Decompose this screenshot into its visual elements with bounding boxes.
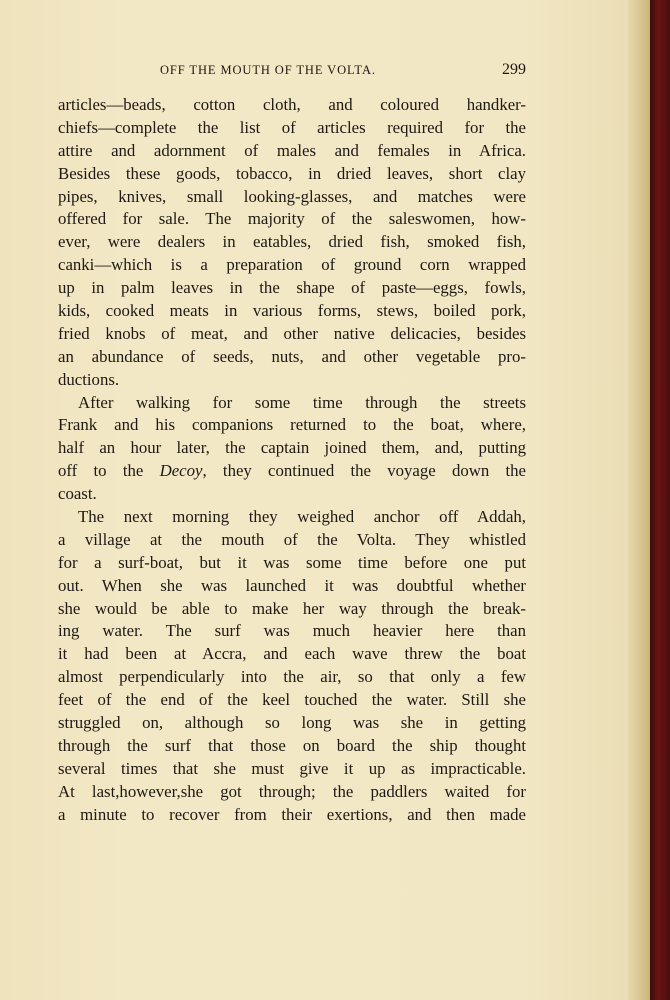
text-line: articles—beads, cotton cloth, and coloured handker- [58,95,526,114]
text-line: At last,however,she got through; the paddlers waited for [58,781,526,801]
ship-name: Decoy [159,461,203,481]
text-line: attire and adornment of males and females in Africa. [58,140,526,160]
body-text [58,94,526,827]
book-cover-edge [650,0,670,1000]
page-edge [628,0,650,1000]
text-line: half an hour later, the captain joined them, and, putting [58,438,526,458]
page-number: 299 [502,61,526,78]
text-line: Frank and his companions returned to the boat, where, [58,415,526,435]
text-line: almost perpendicularly into the air, so that only a few [58,667,526,687]
text-line: for a surf-boat, but it was some time before one put [58,552,526,572]
text-line: an abundance of seeds, nuts, and other vegetable pro- [58,346,526,366]
text-line: it had been at Accra, and each wave threw the boat [58,644,526,664]
text-line: up in palm leaves in the shape of paste—eggs, fowls, [58,278,526,298]
text-line: ductions. [58,369,120,389]
text-line: After walking for some time through the streets [78,392,526,412]
text-line: several times that she must give it up as impracticable. [58,758,526,778]
text-line: ever, were dealers in eatables, dried fish, smoked fish, [58,232,526,252]
text-line: a minute to recover from their exertions, and then made [58,804,526,824]
text-line: struggled on, although so long was she in getting [58,713,526,733]
text-line: offered for sale. The majority of the saleswomen, how- [58,209,526,229]
text-line: through the surf that those on board the ship thought [58,735,526,755]
text-line: a village at the mouth of the Volta. They whistled [58,529,526,549]
text-line: pipes, knives, small looking-glasses, and matches were [58,186,526,206]
text-line: she would be able to make her way through the break- [58,598,526,618]
text-line: The next morning they weighed anchor off Addah, [78,507,526,527]
text-line: Besides these goods, tobacco, in dried leaves, short clay [58,163,526,183]
text-line: canki—which is a preparation of ground corn wrapped [58,255,526,275]
text-line: ing water. The surf was much heavier here than [58,621,526,641]
running-title: OFF THE MOUTH OF THE VOLTA. [160,63,376,77]
text-line: feet of the end of the keel touched the water. Still she [58,690,526,710]
text-line: chiefs—complete the list of articles required for the [58,117,526,137]
text-line: kids, cooked meats in various forms, stews, boiled pork, [58,301,526,321]
page-header [58,61,528,83]
text-line: out. When she was launched it was doubtful whether [58,575,526,595]
text-line: fried knobs of meat, and other native delicacies, besides [58,323,526,343]
text-line: coast. [58,484,97,504]
text-line: off to the Decoy, they continued the voyage down the [58,461,526,481]
